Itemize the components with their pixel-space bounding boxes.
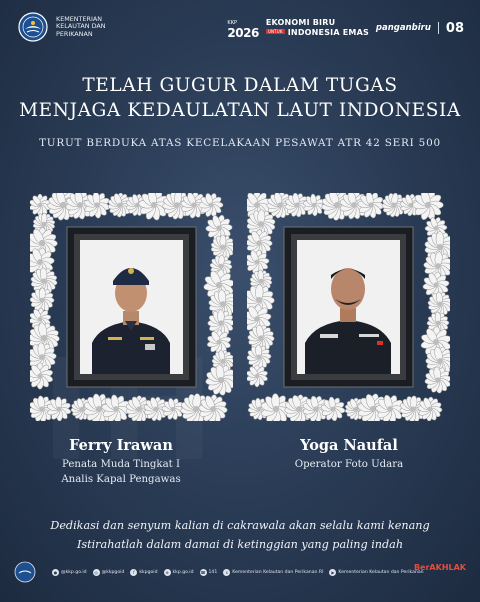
footer-social xyxy=(52,560,424,584)
quote-line-2: Istirahatlah dalam damai di ketinggian yang paling indah xyxy=(76,538,404,551)
person-name-1: Ferry Irawan xyxy=(69,437,173,454)
phone-icon: ☎ xyxy=(200,569,206,575)
ministry-name: KEMENTERIAN KELAUTAN DAN PERIKANAN xyxy=(56,14,106,38)
page-number: 08 xyxy=(445,20,464,36)
memorial-frame-right xyxy=(247,193,450,421)
link-icon: ⊕ xyxy=(165,569,169,575)
portrait-ferry-irawan xyxy=(30,193,233,421)
quote-line-1: Dedikasi dan senyum kalian di cakrawala akan selalu kami kenang xyxy=(50,519,430,532)
subtitle: TURUT BERDUKA ATAS KECELAKAAN PESAWAT ATR 42 SERI 500 xyxy=(39,137,441,149)
person-role-1-line-1: Penata Muda Tingkat I xyxy=(61,459,181,470)
berakhlak-logo: BerAKHLAK xyxy=(413,563,466,572)
footer-youtube[interactable]: ▶ Kementerian Kelautan dan Perikanan xyxy=(331,569,424,575)
footer-phone[interactable]: ☎ 141 xyxy=(200,569,218,575)
globe-icon: ● xyxy=(53,569,58,575)
title-line-1: TELAH GUGUR DALAM TUGAS xyxy=(82,75,398,96)
footer-website[interactable]: ● @kkp.go.id xyxy=(53,569,87,575)
youtube-icon: ▶ xyxy=(331,569,335,575)
header-logos xyxy=(227,18,464,38)
footer-twitter[interactable]: x Kementerian Kelautan dan Perikanan RI xyxy=(223,569,323,576)
pangan-biru-logo: panganbiru xyxy=(375,23,431,33)
kkp-logo-icon xyxy=(18,12,48,42)
facebook-icon: f xyxy=(130,569,137,576)
person-role-2-line-1: Operator Foto Udara xyxy=(294,459,404,470)
kkp-brand xyxy=(18,12,128,42)
title-line-2: MENJAGA KEDAULATAN LAUT INDONESIA xyxy=(19,100,461,121)
header-divider xyxy=(438,22,439,34)
footer-logo-icon xyxy=(14,561,36,583)
footer-link[interactable]: ⊕ kkp.go.id xyxy=(165,569,194,575)
person-name-2: Yoga Naufal xyxy=(300,437,398,454)
footer-instagram[interactable]: ◎ @kkpgoid xyxy=(94,569,125,575)
memorial-frame-left xyxy=(30,193,233,421)
twitter-icon: x xyxy=(223,569,230,576)
footer-facebook[interactable]: f kkpgoid xyxy=(130,569,157,576)
instagram-icon: ◎ xyxy=(94,569,98,575)
ekonomi-biru-logo: EKONOMI BIRU UNTUK INDONESIA EMAS xyxy=(265,18,369,37)
logo-2026: KKP 2026 xyxy=(227,20,259,40)
person-role-1-line-2: Analis Kapal Pengawas xyxy=(61,474,181,485)
portrait-yoga-naufal xyxy=(247,193,450,421)
